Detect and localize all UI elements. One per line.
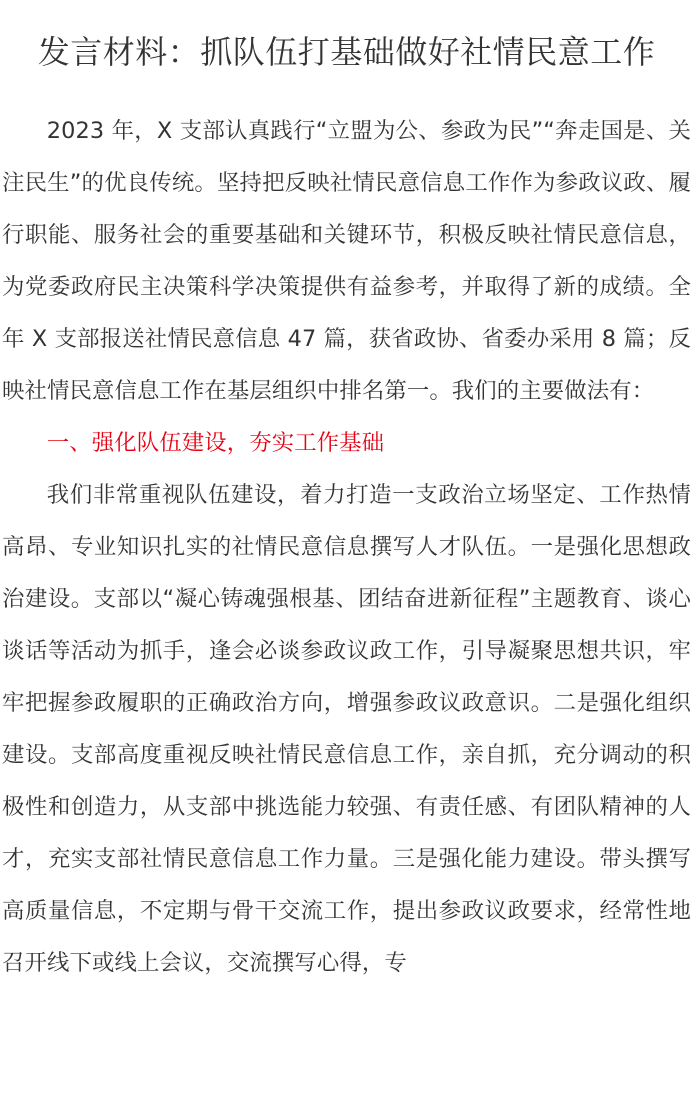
body-paragraph: 我们非常重视队伍建设，着力打造一支政治立场坚定、工作热情高昂、专业知识扎实的社情民意信息撰写人才队伍。一是强化思想政治建设。支部以“凝心铸魂强根基、团结奋进新征程”主题教育、谈心谈话等活动为抓手，逢会必谈参政议政工作，引导凝聚思想共识，牢牢把握参政履职的正确政治方向，增强参政议政意识。二是强化组织建设。支部高度重视反映社情民意信息工作，亲自抓，充分调动的积极性和创造力，从支部中挑选能力较强、有责任感、有团队精神的人才，充实支部社情民意信息工作力量。三是强化能力建设。带头撰写高质量信息，不定期与骨干交流工作，提出参政议政要求，经常性地召开线下或线上会议，交流撰写心得，专	[2, 482, 691, 976]
section-heading: 一、强化队伍建设，夯实工作基础	[46, 430, 385, 456]
article-body	[2, 105, 691, 989]
intro-paragraph: 2023 年，X 支部认真践行“立盟为公、参政为民”“奔走国是、关注民生”的优良传统。坚持把反映社情民意信息工作作为参政议政、履行职能、服务社会的重要基础和关键环节，积极反映社情民意信息，为党委政府民主决策科学决策提供有益参考，并取得了新的成绩。全年 X 支部报送社情民意信息 47 篇，获省政协、省委办采用 8 篇；反映社情民意信息工作在基层组织中排名第一。我们的主要做法有：	[2, 118, 691, 404]
document-title: 发言材料：抓队伍打基础做好社情民意工作	[37, 33, 656, 71]
